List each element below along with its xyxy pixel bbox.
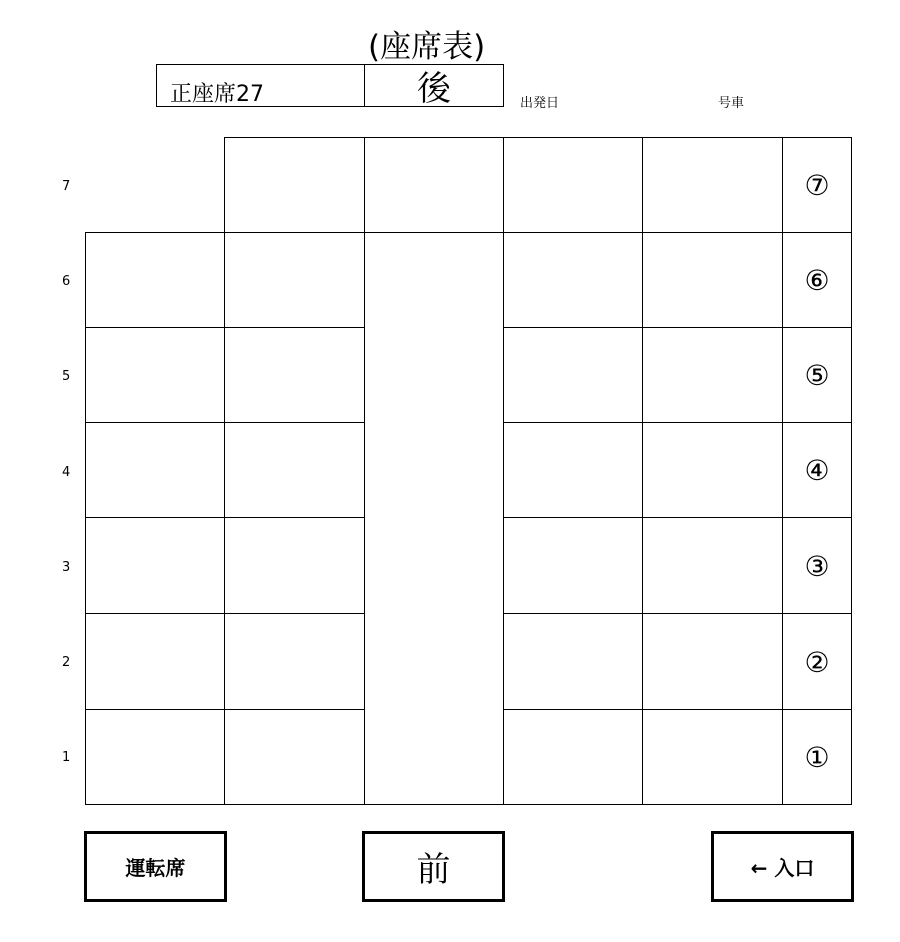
seat-cell[interactable]: [642, 709, 783, 805]
row-label-2: 2: [62, 655, 71, 670]
seat-cell[interactable]: [224, 422, 365, 518]
seat-cell[interactable]: [85, 327, 225, 423]
seat-cell[interactable]: [503, 709, 643, 805]
rear-box: [364, 64, 504, 107]
rear-label: 後: [417, 69, 451, 109]
seat-cell[interactable]: [642, 137, 783, 233]
row-label-4: 4: [62, 465, 71, 480]
row-number-6: ⑥: [782, 232, 852, 328]
seat-cell[interactable]: [642, 232, 783, 328]
seat-cell[interactable]: [85, 517, 225, 614]
row-label-7: 7: [62, 179, 71, 194]
seat-cell[interactable]: [503, 517, 643, 614]
row-number-3: ③: [782, 517, 852, 614]
seat-cell[interactable]: [503, 327, 643, 423]
row-number-1: ①: [782, 709, 852, 805]
seat-cell[interactable]: [503, 232, 643, 328]
row-label-5: 5: [62, 369, 71, 384]
row-number-2: ②: [782, 613, 852, 710]
seat-cell[interactable]: [85, 232, 225, 328]
seat-cell[interactable]: [85, 422, 225, 518]
row-label-3: 3: [62, 560, 71, 575]
page-title: (座席表): [368, 29, 486, 65]
seat-cell[interactable]: [642, 613, 783, 710]
car-number-label: 号車: [718, 96, 745, 111]
row-number-5: ⑤: [782, 327, 852, 423]
seat-cell[interactable]: [85, 709, 225, 805]
seat-cell[interactable]: [224, 517, 365, 614]
seat-cell[interactable]: [642, 327, 783, 423]
driver-seat-label: 運転席: [125, 856, 186, 880]
entrance-label: ← 入口: [750, 856, 815, 880]
seat-cell[interactable]: [224, 137, 365, 233]
row-number-4: ④: [782, 422, 852, 518]
front-label: 前: [416, 850, 451, 890]
seat-cell[interactable]: [224, 232, 365, 328]
entrance-box: [711, 831, 854, 902]
row-label-1: 1: [62, 750, 71, 765]
aisle-cell: [364, 232, 504, 805]
seat-cell[interactable]: [224, 613, 365, 710]
seat-count-label: 正座席27: [170, 82, 264, 107]
seat-cell[interactable]: [503, 422, 643, 518]
seat-cell[interactable]: [642, 422, 783, 518]
seat-count-box: [156, 64, 364, 107]
seat-cell[interactable]: [224, 709, 365, 805]
row-label-6: 6: [62, 274, 71, 289]
front-box: [362, 831, 505, 902]
driver-seat-box: [84, 831, 227, 902]
seat-cell[interactable]: [85, 613, 225, 710]
seat-cell[interactable]: [503, 613, 643, 710]
row-number-7: ⑦: [782, 137, 852, 233]
seat-cell[interactable]: [642, 517, 783, 614]
departure-date-label: 出発日: [520, 96, 560, 111]
seat-cell[interactable]: [224, 327, 365, 423]
seat-cell[interactable]: [503, 137, 643, 233]
seat-cell[interactable]: [364, 137, 504, 233]
